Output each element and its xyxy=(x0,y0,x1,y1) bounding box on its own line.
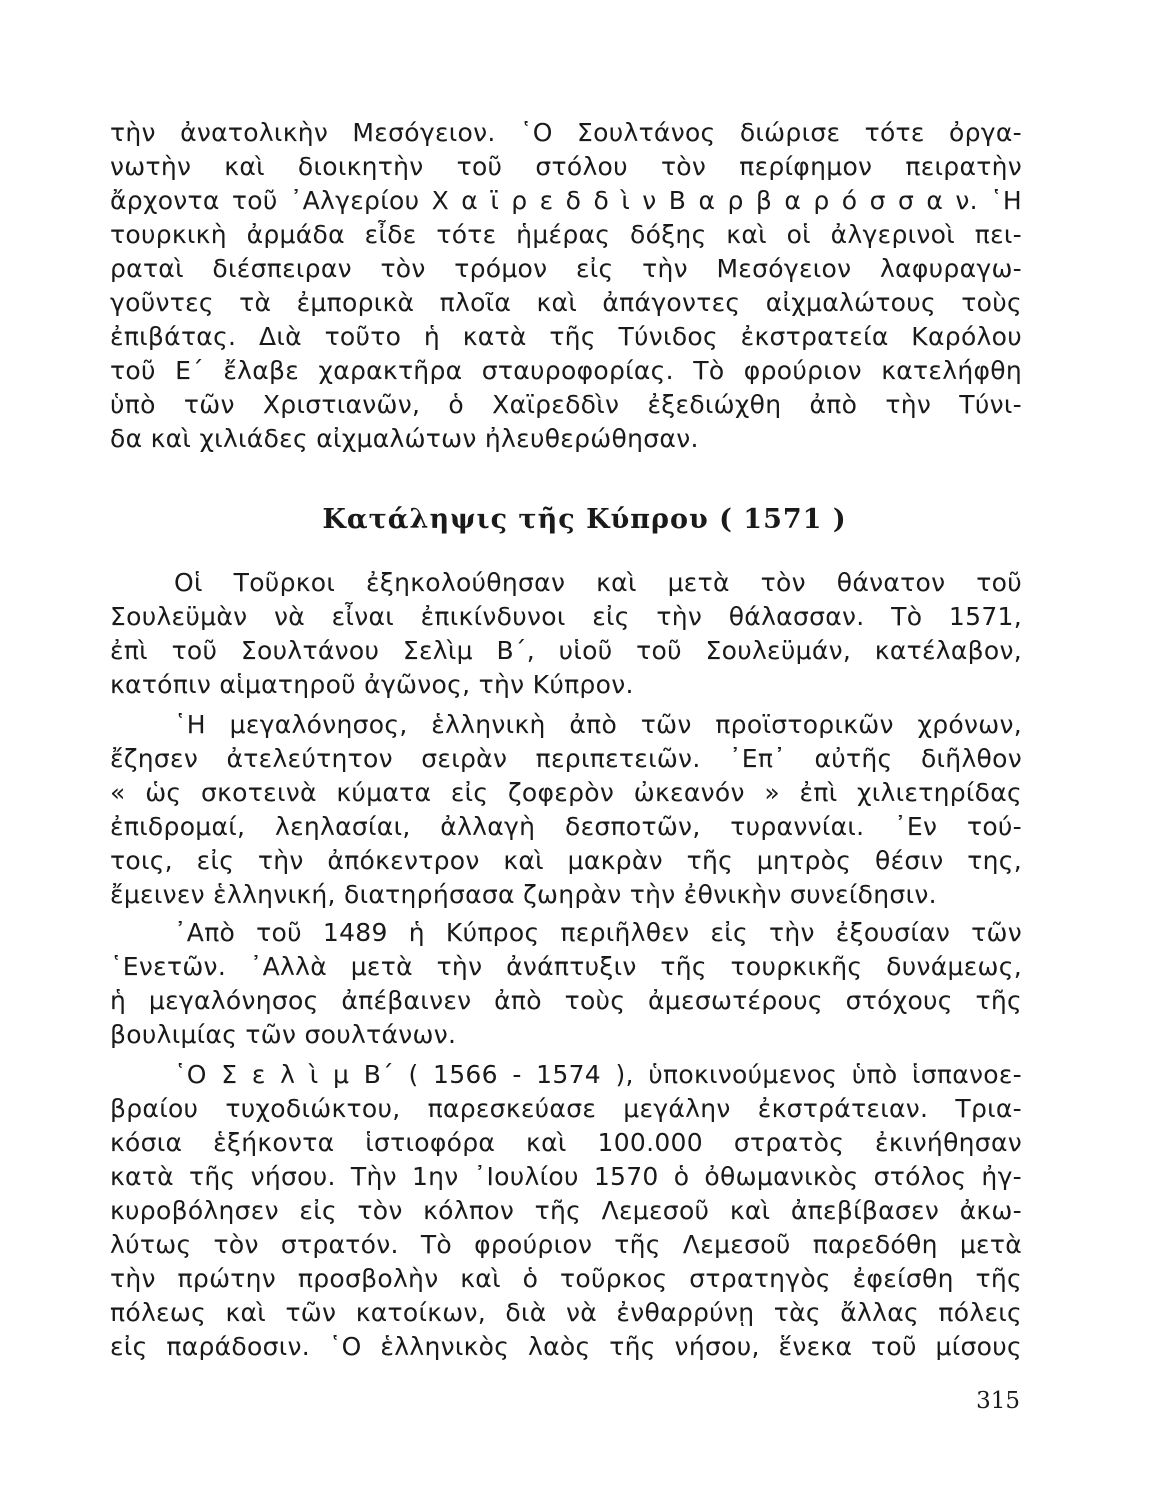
text-line: ῾Ενετῶν. ᾿Αλλὰ μετὰ τὴν ἀνάπτυξιν τῆς τουρκικῆς δυνάμεως, xyxy=(110,952,1022,981)
text-line: δα καὶ χιλιάδες αἰχμαλώτων ἠλευθερώθησαν. xyxy=(110,424,699,453)
paragraph-continued xyxy=(110,116,1022,456)
text-line: βραίου τυχοδιώκτου, παρεσκεύασε μεγάλην ἐκστράτειαν. Τρια- xyxy=(110,1094,1022,1123)
text-line: γοῦντες τὰ ἐμπορικὰ πλοῖα καὶ ἀπάγοντες αἰχμαλώτους τοὺς xyxy=(110,288,1022,317)
text-line: τουρκικὴ ἀρμάδα εἶδε τότε ἡμέρας δόξης καὶ οἱ ἀλγερινοὶ πει- xyxy=(110,220,1022,249)
text-line: εἰς παράδοσιν. ῾Ο ἑλληνικὸς λαὸς τῆς νήσου, ἕνεκα τοῦ μίσους xyxy=(110,1332,1022,1361)
text-line: λύτως τὸν στρατόν. Τὸ φρούριον τῆς Λεμεσοῦ παρεδόθη μετὰ xyxy=(110,1230,1022,1259)
text-line: κατὰ τῆς νήσου. Τὴν 1ην ᾿Ιουλίου 1570 ὁ ὀθωμανικὸς στόλος ἠγ- xyxy=(110,1162,1022,1191)
text-line: ἐπιβάτας. Διὰ τοῦτο ἡ κατὰ τῆς Τύνιδος ἐκστρατεία Καρόλου xyxy=(110,322,1022,351)
paragraph-venetians xyxy=(110,916,1022,1052)
text-line: νωτὴν καὶ διοικητὴν τοῦ στόλου τὸν περίφημον πειρατὴν xyxy=(110,152,1022,181)
text-line: ραταὶ διέσπειραν τὸν τρόμον εἰς τὴν Μεσόγειον λαφυραγω- xyxy=(110,254,1022,283)
text-line: ῾Η μεγαλόνησος, ἑλληνικὴ ἀπὸ τῶν προϊστορικῶν χρόνων, xyxy=(174,710,1022,739)
section-heading: Κατάληψις τῆς Κύπρου ( 1571 ) xyxy=(322,504,847,535)
text-line: ἔμεινεν ἑλληνική, διατηρήσασα ζωηρὰν τὴν ἐθνικὴν συνείδησιν. xyxy=(110,880,937,909)
text-line: τοῦ Ε΄ ἔλαβε χαρακτῆρα σταυροφορίας. Τὸ φρούριον κατελήφθη xyxy=(110,356,1022,385)
text-line: κόσια ἑξήκοντα ἱστιοφόρα καὶ 100.000 στρατὸς ἐκινήθησαν xyxy=(110,1128,1022,1157)
text-line: βουλιμίας τῶν σουλτάνων. xyxy=(110,1020,457,1049)
paragraph-selim xyxy=(110,1058,1022,1364)
text-line: κατόπιν αἱματηροῦ ἀγῶνος, τὴν Κύπρον. xyxy=(110,670,634,699)
text-line: ῾Ο Σ ε λ ὶ μ Β΄ ( 1566 - 1574 ), ὑποκινούμενος ὑπὸ ἱσπανοε- xyxy=(174,1060,1022,1089)
text-line: τοις, εἰς τὴν ἀπόκεντρον καὶ μακρὰν τῆς μητρὸς θέσιν της, xyxy=(110,846,1022,875)
paragraph-megalonisos xyxy=(110,708,1022,912)
text-line: « ὡς σκοτεινὰ κύματα εἰς ζοφερὸν ὠκεανόν » ἐπὶ χιλιετηρίδας xyxy=(110,778,1022,807)
text-line: ᾿Απὸ τοῦ 1489 ἡ Κύπρος περιῆλθεν εἰς τὴν ἐξουσίαν τῶν xyxy=(174,918,1022,947)
paragraph-turks-after-suleiman xyxy=(110,566,1022,702)
text-line: τὴν πρώτην προσβολὴν καὶ ὁ τοῦρκος στρατηγὸς ἐφείσθη τῆς xyxy=(110,1264,1022,1293)
text-line: ἡ μεγαλόνησος ἀπέβαινεν ἀπὸ τοὺς ἀμεσωτέρους στόχους τῆς xyxy=(110,986,1022,1015)
text-line: τὴν ἀνατολικὴν Μεσόγειον. ῾Ο Σουλτάνος διώρισε τότε ὀργα- xyxy=(110,118,1022,147)
text-line: ὑπὸ τῶν Χριστιανῶν, ὁ Χαϊρεδδὶν ἐξεδιώχθη ἀπὸ τὴν Τύνι- xyxy=(110,390,1022,419)
text-line: ἐπὶ τοῦ Σουλτάνου Σελὶμ Β΄, υἱοῦ τοῦ Σουλεϋμάν, κατέλαβον, xyxy=(110,636,1022,665)
text-line: ἄρχοντα τοῦ ᾿Αλγερίου Χ α ϊ ρ ε δ δ ὶ ν Β α ρ β α ρ ό σ σ α ν. ῾Η xyxy=(110,186,1022,215)
page-number: 315 xyxy=(976,1388,1020,1414)
text-line: ἔζησεν ἀτελεύτητον σειρὰν περιπετειῶν. ᾿Επ᾿ αὐτῆς διῆλθον xyxy=(110,744,1022,773)
text-line: Σουλεϋμὰν νὰ εἶναι ἐπικίνδυνοι εἰς τὴν θάλασσαν. Τὸ 1571, xyxy=(110,602,1022,631)
text-line: Οἱ Τοῦρκοι ἐξηκολούθησαν καὶ μετὰ τὸν θάνατον τοῦ xyxy=(174,568,1022,597)
text-line: κυροβόλησεν εἰς τὸν κόλπον τῆς Λεμεσοῦ καὶ ἀπεβίβασεν ἀκω- xyxy=(110,1196,1022,1225)
text-line: ἐπιδρομαί, λεηλασίαι, ἀλλαγὴ δεσποτῶν, τυραννίαι. ᾿Εν τού- xyxy=(110,812,1022,841)
text-line: πόλεως καὶ τῶν κατοίκων, διὰ νὰ ἐνθαρρύνῃ τὰς ἄλλας πόλεις xyxy=(110,1298,1022,1327)
